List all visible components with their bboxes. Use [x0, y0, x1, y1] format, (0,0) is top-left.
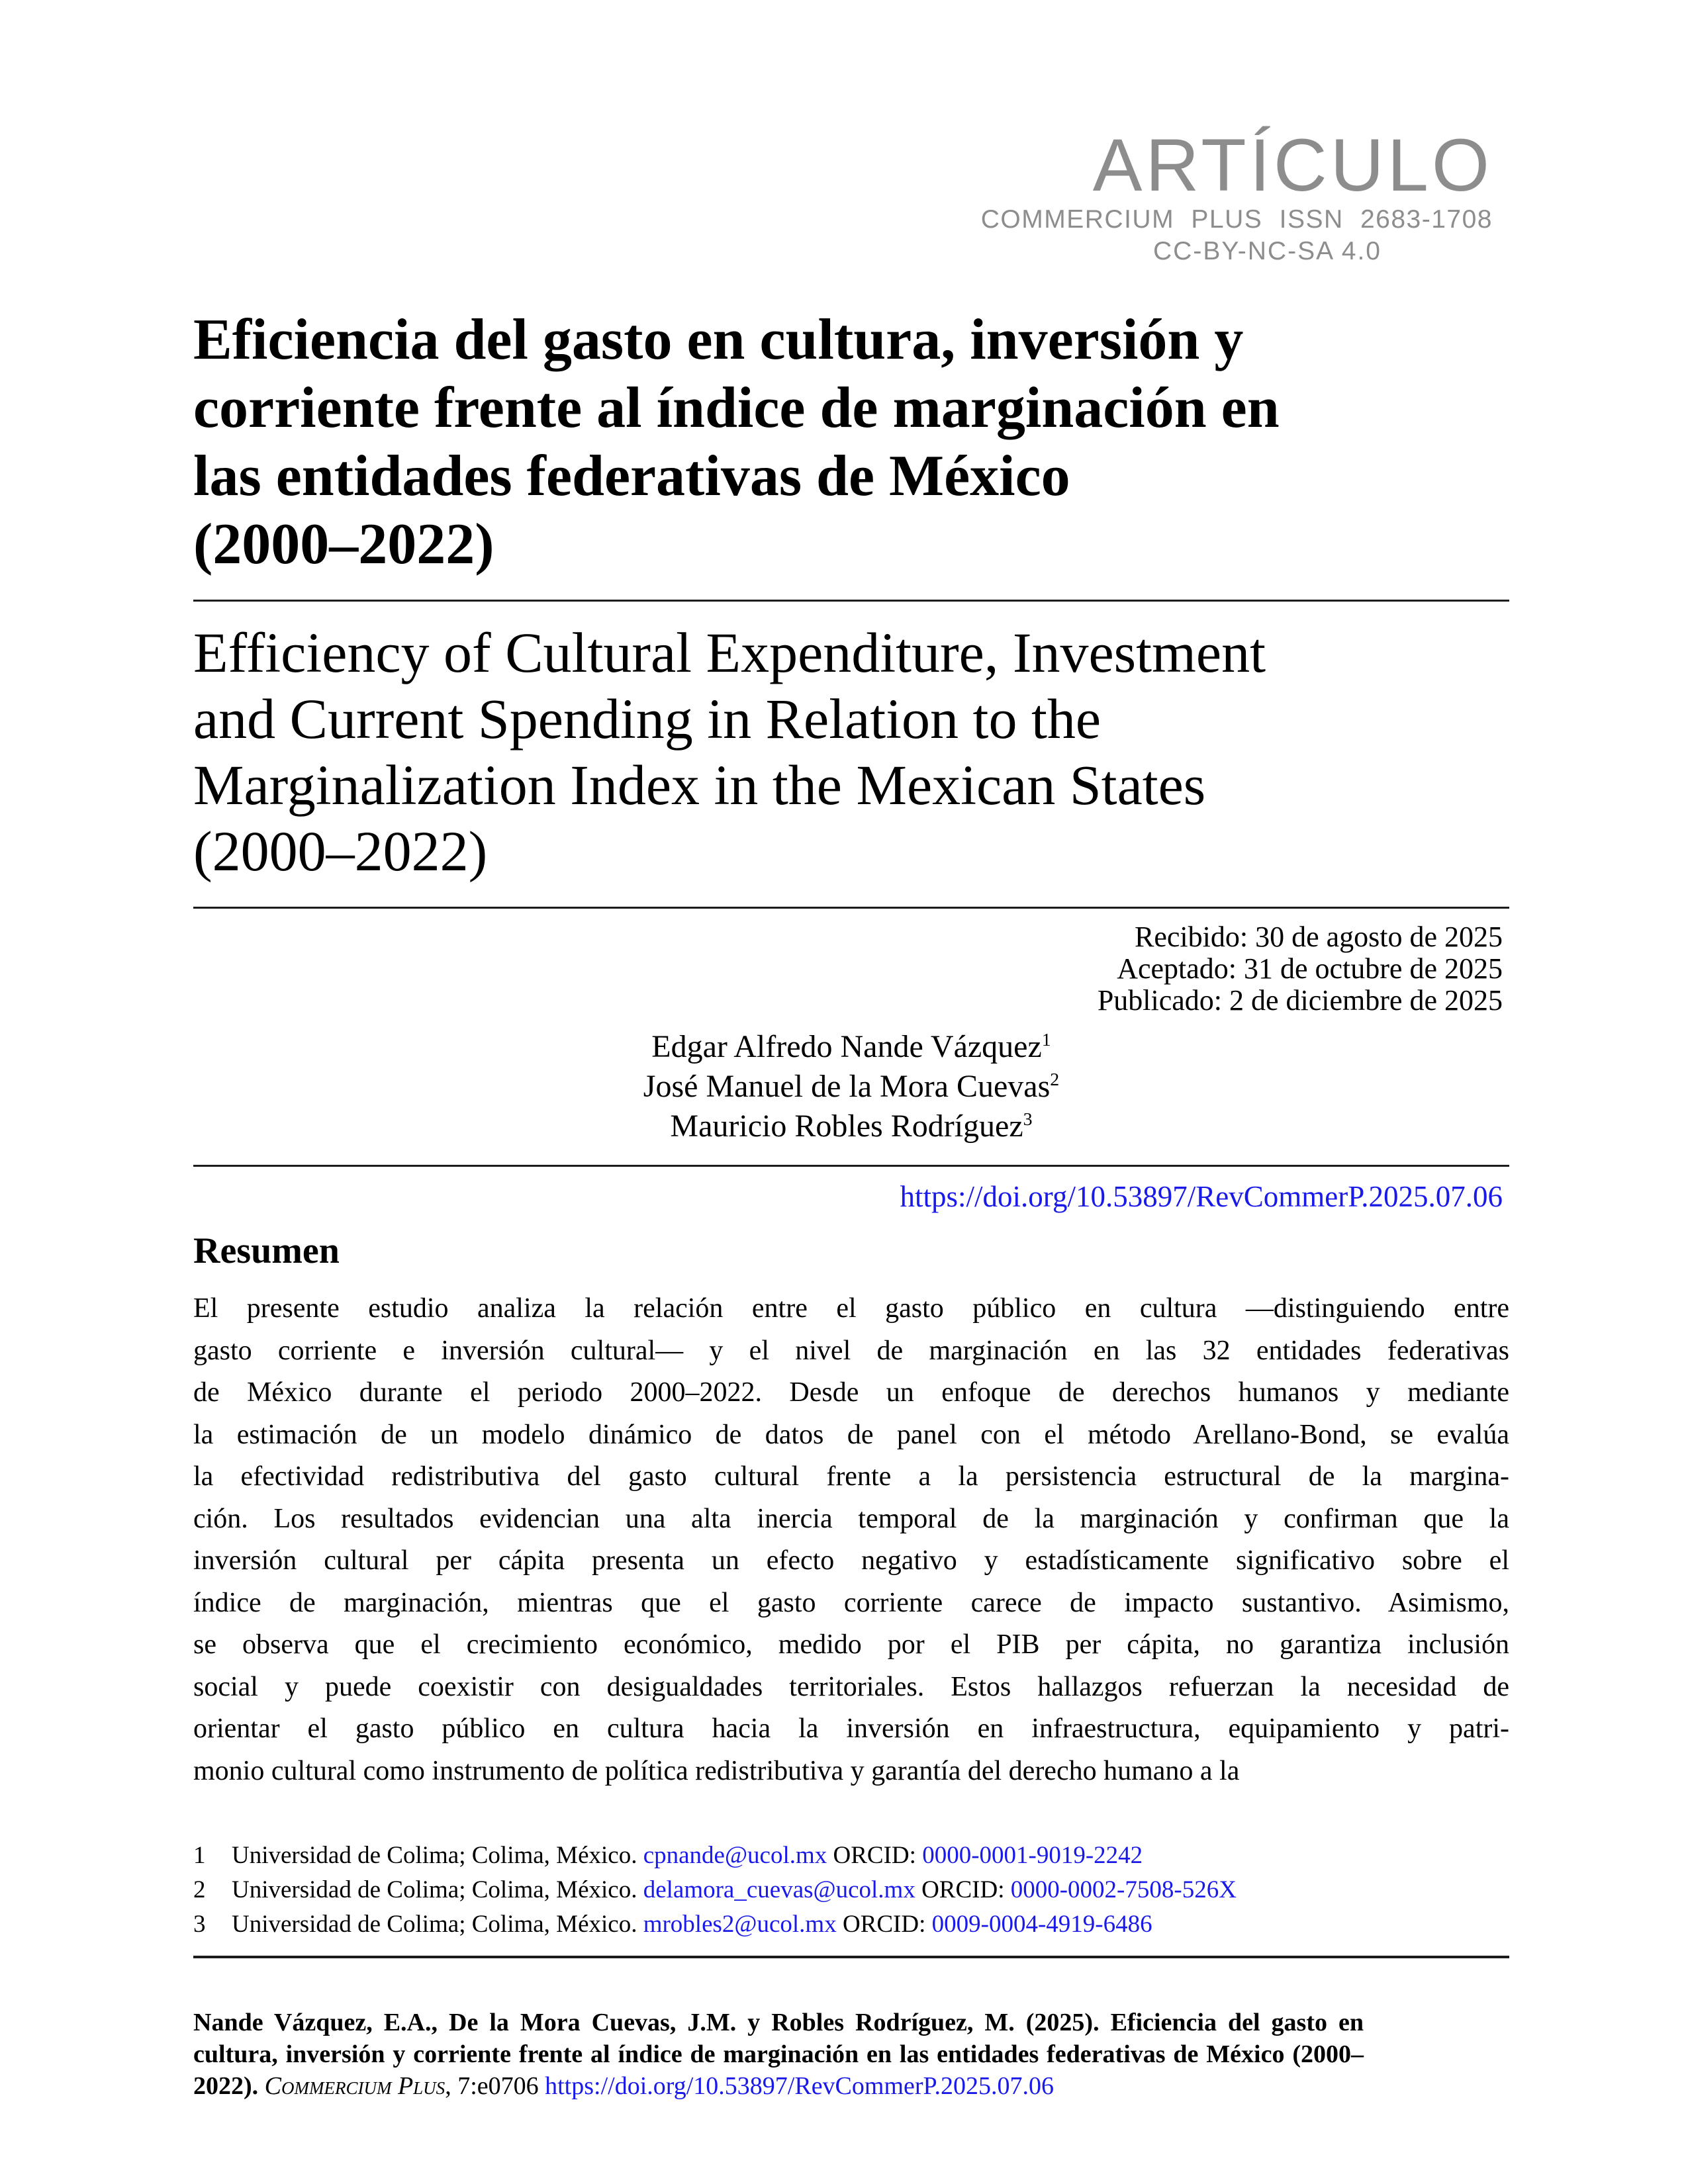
abstract-line: orientar el gasto público en cultura hacia la inversión en infraestructura, equipamiento y patri-: [193, 1713, 1509, 1744]
author-name: Edgar Alfredo Nande Vázquez: [651, 1029, 1042, 1064]
abstract-line: la efectividad redistributiva del gasto cultural frente a la persistencia estructural de la margina-: [193, 1461, 1509, 1492]
footnote-number: 2: [193, 1876, 206, 1903]
author-footnote-ref: 1: [1041, 1030, 1051, 1050]
author-line: [193, 1027, 1509, 1067]
footnote-row: [193, 1873, 1509, 1907]
title-english-line: Efficiency of Cultural Expenditure, Investment: [193, 621, 1266, 684]
citation-block: [193, 2007, 1364, 2102]
footnote-number: 1: [193, 1842, 206, 1869]
abstract-line: El presente estudio analiza la relación entre el gasto público en cultura —distinguiendo entre: [193, 1293, 1509, 1324]
footnote-number: 3: [193, 1911, 206, 1938]
abstract-line: monio cultural como instrumento de política redistributiva y garantía del derecho humano a la: [193, 1755, 1240, 1786]
footnote-affiliation: Universidad de Colima; Colima, México.: [232, 1842, 643, 1869]
journal-header: [980, 124, 1493, 266]
footnote-orcid-link[interactable]: 0000-0002-7508-526X: [1010, 1876, 1237, 1903]
author-line: [193, 1107, 1509, 1146]
footnote-orcid-link[interactable]: 0009-0004-4919-6486: [931, 1911, 1152, 1938]
footnote-affiliation: Universidad de Colima; Colima, México.: [232, 1911, 643, 1938]
title-english-line: Marginalization Index in the Mexican States: [193, 753, 1206, 817]
footnote-row: [193, 1907, 1509, 1942]
divider-rule: [193, 1956, 1509, 1958]
authors-block: [193, 1027, 1509, 1146]
article-type-label: ARTÍCULO: [1092, 124, 1493, 206]
date-received: Recibido: 30 de agosto de 2025: [1134, 921, 1503, 953]
abstract-line: gasto corriente e inversión cultural— y el nivel de marginación en las 32 entidades federativas: [193, 1335, 1509, 1366]
abstract-line: de México durante el periodo 2000–2022. Desde un enfoque de derechos humanos y mediante: [193, 1377, 1509, 1408]
doi-row: [900, 1179, 1503, 1214]
footnote-email-link[interactable]: delamora_cuevas@ucol.mx: [643, 1876, 915, 1903]
footnote-text: [232, 1873, 1509, 1907]
doi-link[interactable]: https://doi.org/10.53897/RevCommerP.2025.07.06: [900, 1180, 1503, 1213]
abstract-line: social y puede coexistir con desigualdades territoriales. Estos hallazgos refuerzan la necesidad de: [193, 1671, 1509, 1702]
author-line: [193, 1067, 1509, 1107]
abstract-line: inversión cultural per cápita presenta un efecto negativo y estadísticamente significativo sobre el: [193, 1545, 1509, 1576]
abstract-line: índice de marginación, mientras que el gasto corriente carece de impacto sustantivo. Asimismo,: [193, 1587, 1509, 1618]
title-spanish: [193, 306, 1517, 578]
date-accepted: Aceptado: 31 de octubre de 2025: [1117, 952, 1503, 985]
title-spanish-line: corriente frente al índice de marginación en: [193, 376, 1280, 440]
title-spanish-line: (2000–2022): [193, 512, 494, 576]
citation-doi-link[interactable]: https://doi.org/10.53897/RevCommerP.2025.07.06: [545, 2072, 1054, 2100]
orcid-label: ORCID:: [836, 1911, 932, 1938]
author-footnote-ref: 2: [1050, 1069, 1060, 1090]
abstract-text: [193, 1288, 1509, 1792]
footnote-row: [193, 1839, 1509, 1873]
divider-rule: [193, 1165, 1509, 1167]
footnote-text: [232, 1907, 1509, 1942]
dates-block: [1098, 921, 1503, 1017]
orcid-label: ORCID:: [827, 1842, 923, 1869]
citation-text: Nande Vázquez, E.A., De la Mora Cuevas, J.M. y Robles Rodríguez, M. (2025). Eficiencia del gasto en cultura, inversión y corriente frente al índice de marginación en las entidades federativas de México (2000–2022).: [193, 2009, 1364, 2100]
journal-issn-line: COMMERCIUM PLUS ISSN 2683-1708: [980, 205, 1493, 234]
citation-journal-name: Commercium Plus: [264, 2072, 445, 2100]
citation-issue: , 7:e0706: [445, 2072, 545, 2100]
license-label: CC-BY-NC-SA 4.0: [1153, 237, 1382, 265]
abstract-line: la estimación de un modelo dinámico de datos de panel con el método Arellano-Bond, se evalúa: [193, 1419, 1509, 1450]
footnote-email-link[interactable]: cpnande@ucol.mx: [643, 1842, 827, 1869]
title-spanish-line: Eficiencia del gasto en cultura, inversión y: [193, 308, 1244, 372]
divider-rule: [193, 600, 1509, 602]
date-published: Publicado: 2 de diciembre de 2025: [1097, 984, 1503, 1017]
title-english: [193, 619, 1517, 884]
author-name: José Manuel de la Mora Cuevas: [643, 1069, 1051, 1104]
footnote-text: [232, 1839, 1509, 1873]
author-name: Mauricio Robles Rodríguez: [670, 1109, 1023, 1144]
title-spanish-line: las entidades federativas de México: [193, 444, 1070, 508]
footnote-email-link[interactable]: mrobles2@ucol.mx: [643, 1911, 837, 1938]
footnote-affiliation: Universidad de Colima; Colima, México.: [232, 1876, 643, 1903]
footnotes-block: [193, 1839, 1509, 1942]
footnote-orcid-link[interactable]: 0000-0001-9019-2242: [922, 1842, 1143, 1869]
abstract-line: se observa que el crecimiento económico, medido por el PIB per cápita, no garantiza inclusión: [193, 1629, 1509, 1660]
title-english-line: (2000–2022): [193, 819, 488, 883]
title-english-line: and Current Spending in Relation to the: [193, 687, 1102, 751]
orcid-label: ORCID:: [915, 1876, 1011, 1903]
author-footnote-ref: 3: [1023, 1109, 1033, 1130]
abstract-line: ción. Los resultados evidencian una alta inercia temporal de la marginación y confirman que la: [193, 1503, 1509, 1534]
divider-rule: [193, 907, 1509, 909]
abstract-heading: Resumen: [193, 1230, 340, 1271]
